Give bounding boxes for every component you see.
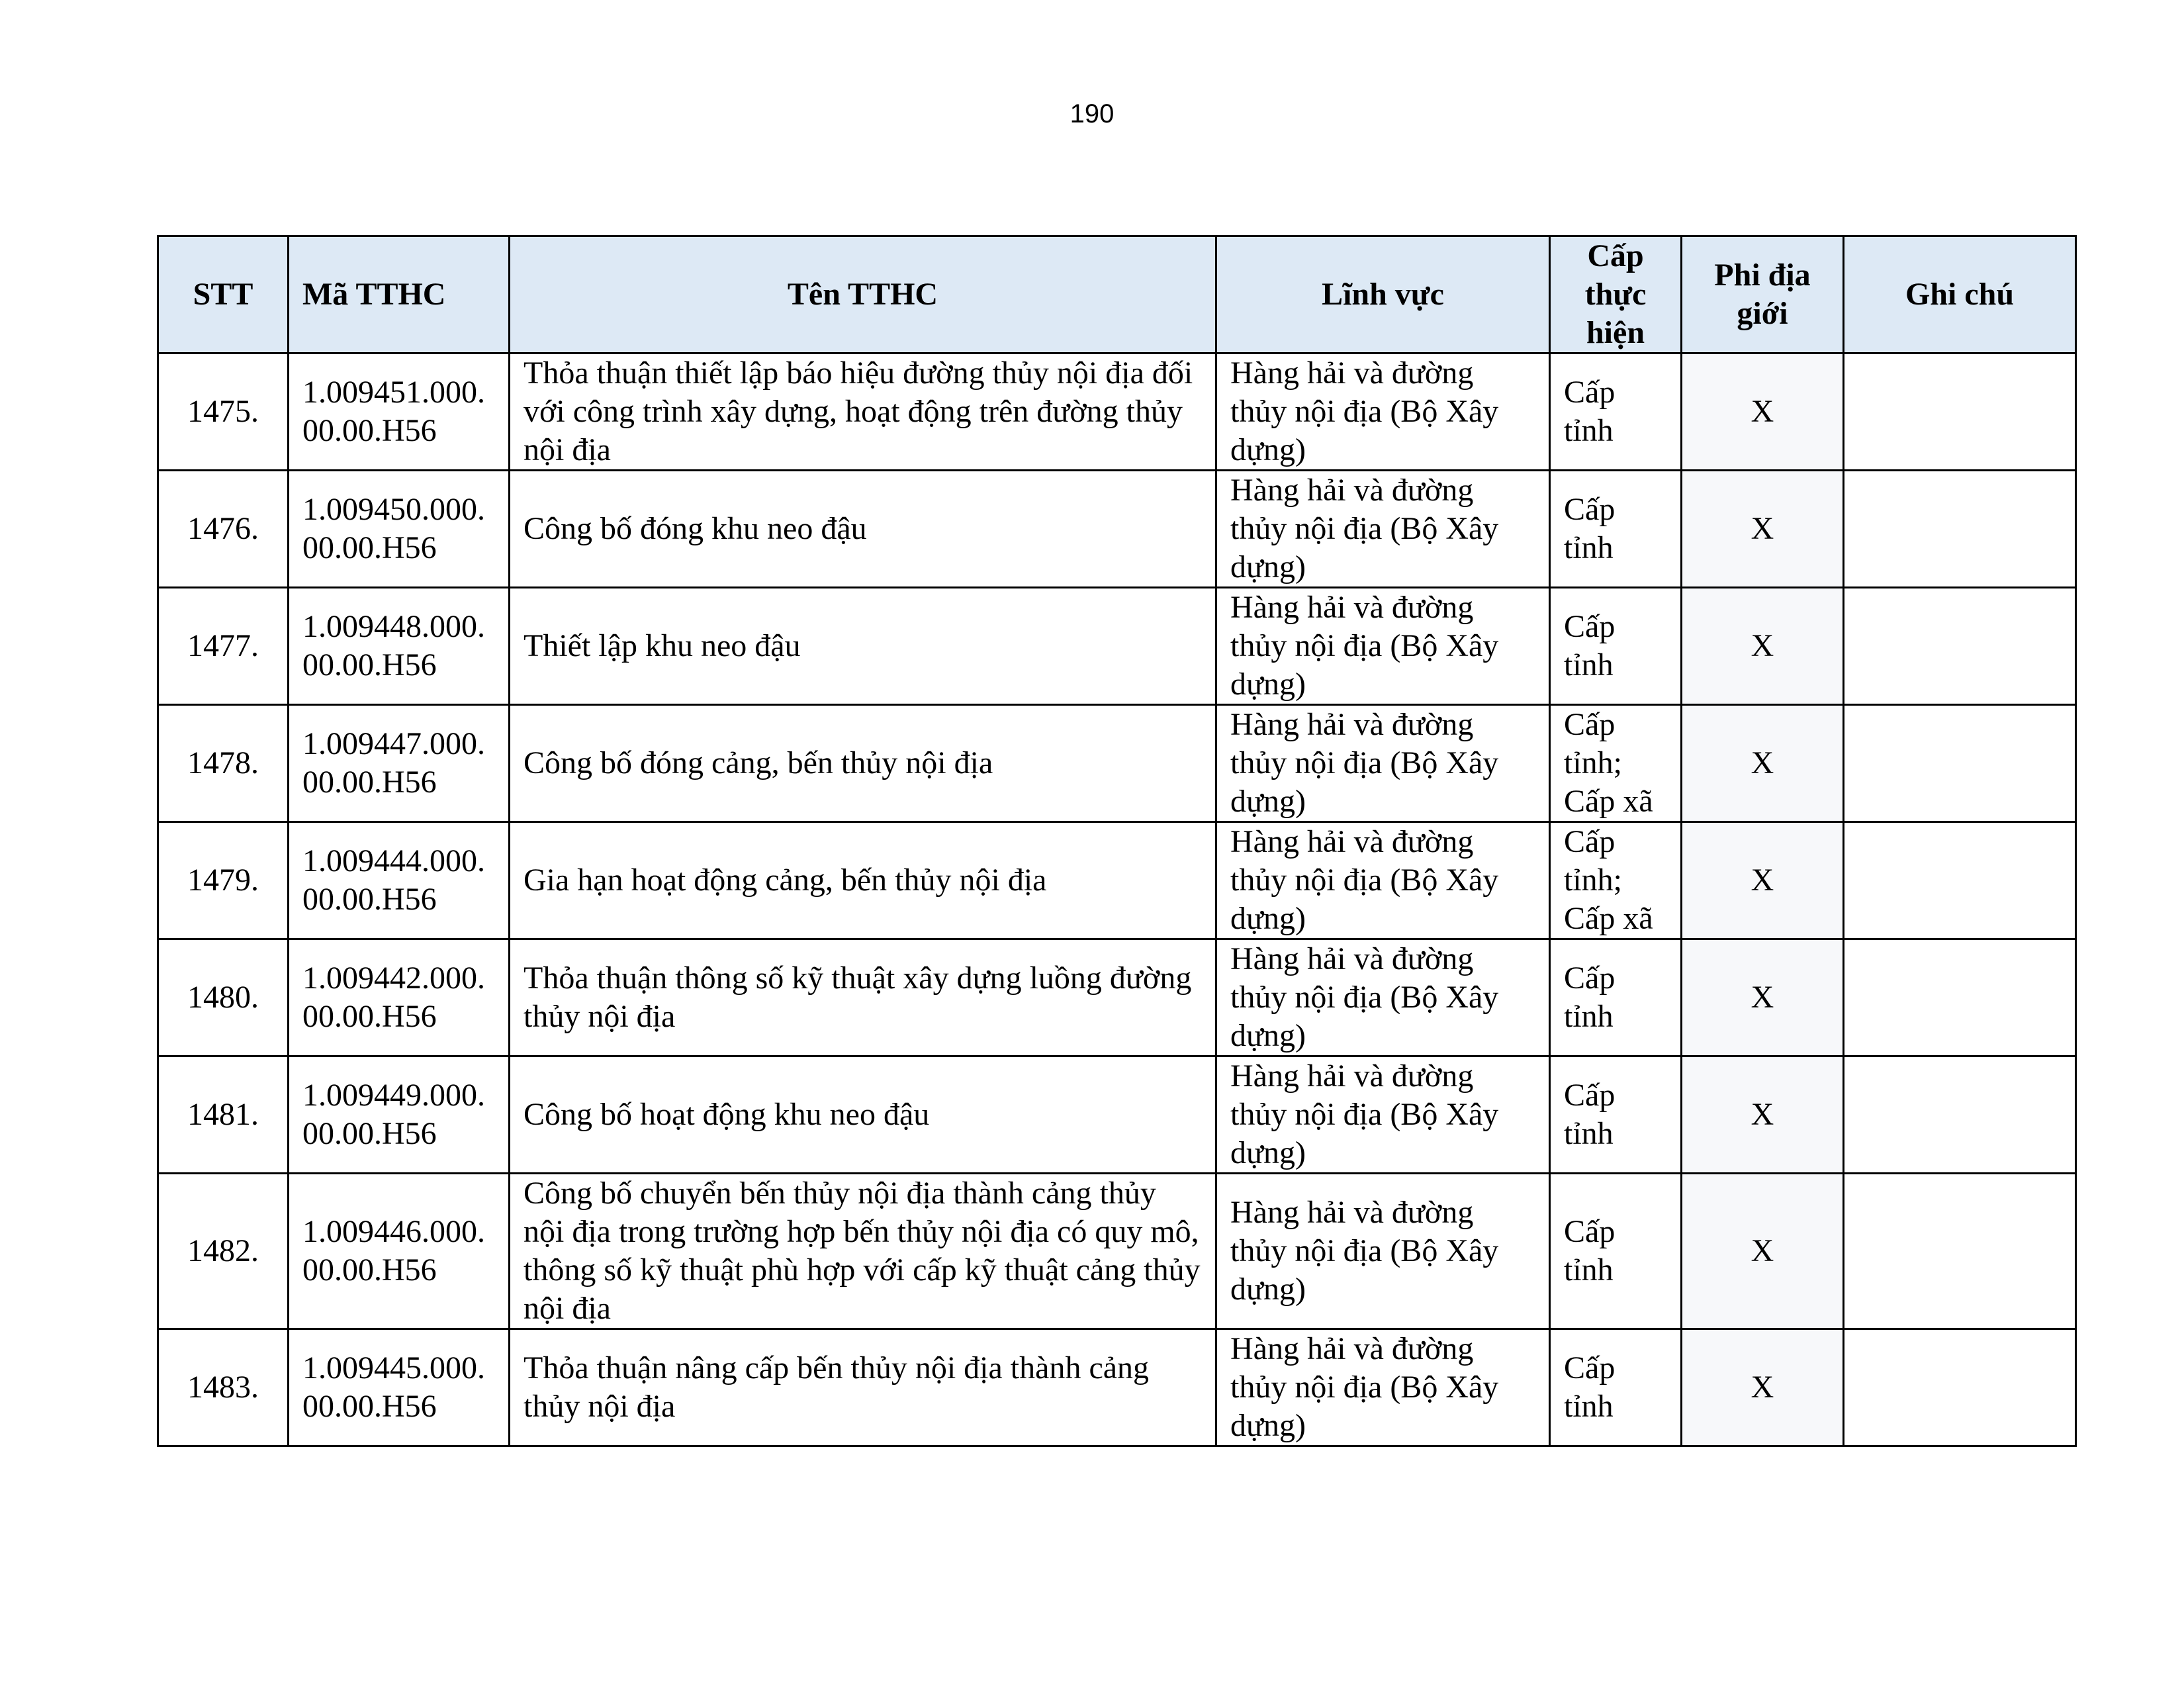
cell-stt: 1476. bbox=[158, 471, 289, 588]
header-ghi-chu: Ghi chú bbox=[1844, 236, 2076, 353]
cell-linh-vuc: Hàng hải và đường thủy nội địa (Bộ Xây dựng) bbox=[1216, 822, 1550, 939]
cell-cap-thuc-hien: Cấp tỉnh bbox=[1550, 588, 1682, 705]
cell-ten-tthc: Công bố chuyển bến thủy nội địa thành cảng thủy nội địa trong trường hợp bến thủy nội địa có quy mô, thông số kỹ thuật phù hợp với cấp kỹ thuật cảng thủy nội địa bbox=[510, 1174, 1216, 1329]
cell-ten-tthc: Công bố đóng cảng, bến thủy nội địa bbox=[510, 705, 1216, 822]
cell-ten-tthc: Công bố hoạt động khu neo đậu bbox=[510, 1056, 1216, 1174]
header-cap-thuc-hien: Cấp thực hiện bbox=[1550, 236, 1682, 353]
cell-cap-thuc-hien: Cấp tỉnh; Cấp xã bbox=[1550, 822, 1682, 939]
cell-ghi-chu bbox=[1844, 1056, 2076, 1174]
cell-phi-dia-gioi: X bbox=[1682, 822, 1844, 939]
cell-phi-dia-gioi: X bbox=[1682, 939, 1844, 1056]
table-row bbox=[158, 1329, 2076, 1446]
cell-stt: 1478. bbox=[158, 705, 289, 822]
table-row bbox=[158, 1056, 2076, 1174]
cell-ten-tthc: Thỏa thuận thiết lập báo hiệu đường thủy nội địa đối với công trình xây dựng, hoạt động trên đường thủy nội địa bbox=[510, 353, 1216, 471]
cell-linh-vuc: Hàng hải và đường thủy nội địa (Bộ Xây dựng) bbox=[1216, 353, 1550, 471]
cell-linh-vuc: Hàng hải và đường thủy nội địa (Bộ Xây dựng) bbox=[1216, 705, 1550, 822]
cell-phi-dia-gioi: X bbox=[1682, 1329, 1844, 1446]
cell-ghi-chu bbox=[1844, 822, 2076, 939]
cell-ma-tthc: 1.009442.000. 00.00.H56 bbox=[289, 939, 510, 1056]
cell-ma-tthc: 1.009449.000. 00.00.H56 bbox=[289, 1056, 510, 1174]
cell-ten-tthc: Gia hạn hoạt động cảng, bến thủy nội địa bbox=[510, 822, 1216, 939]
cell-cap-thuc-hien: Cấp tỉnh bbox=[1550, 353, 1682, 471]
cell-ghi-chu bbox=[1844, 1174, 2076, 1329]
cell-linh-vuc: Hàng hải và đường thủy nội địa (Bộ Xây dựng) bbox=[1216, 1056, 1550, 1174]
cell-ma-tthc: 1.009450.000. 00.00.H56 bbox=[289, 471, 510, 588]
cell-ghi-chu bbox=[1844, 939, 2076, 1056]
cell-stt: 1479. bbox=[158, 822, 289, 939]
cell-stt: 1475. bbox=[158, 353, 289, 471]
table-row bbox=[158, 1174, 2076, 1329]
cell-ma-tthc: 1.009446.000. 00.00.H56 bbox=[289, 1174, 510, 1329]
table-row bbox=[158, 939, 2076, 1056]
cell-linh-vuc: Hàng hải và đường thủy nội địa (Bộ Xây dựng) bbox=[1216, 588, 1550, 705]
cell-linh-vuc: Hàng hải và đường thủy nội địa (Bộ Xây dựng) bbox=[1216, 471, 1550, 588]
procedures-table bbox=[157, 235, 2077, 1447]
header-phi-dia-gioi: Phi địa giới bbox=[1682, 236, 1844, 353]
table-row bbox=[158, 822, 2076, 939]
cell-ghi-chu bbox=[1844, 705, 2076, 822]
cell-phi-dia-gioi: X bbox=[1682, 1056, 1844, 1174]
cell-cap-thuc-hien: Cấp tỉnh bbox=[1550, 939, 1682, 1056]
cell-linh-vuc: Hàng hải và đường thủy nội địa (Bộ Xây dựng) bbox=[1216, 1329, 1550, 1446]
header-ma-tthc: Mã TTHC bbox=[289, 236, 510, 353]
cell-stt: 1480. bbox=[158, 939, 289, 1056]
table-header-row bbox=[158, 236, 2076, 353]
cell-linh-vuc: Hàng hải và đường thủy nội địa (Bộ Xây dựng) bbox=[1216, 1174, 1550, 1329]
cell-ten-tthc: Thiết lập khu neo đậu bbox=[510, 588, 1216, 705]
cell-cap-thuc-hien: Cấp tỉnh bbox=[1550, 1174, 1682, 1329]
cell-cap-thuc-hien: Cấp tỉnh bbox=[1550, 1329, 1682, 1446]
cell-cap-thuc-hien: Cấp tỉnh bbox=[1550, 471, 1682, 588]
table-row bbox=[158, 471, 2076, 588]
table-row bbox=[158, 588, 2076, 705]
cell-ma-tthc: 1.009444.000. 00.00.H56 bbox=[289, 822, 510, 939]
cell-cap-thuc-hien: Cấp tỉnh bbox=[1550, 1056, 1682, 1174]
cell-stt: 1481. bbox=[158, 1056, 289, 1174]
cell-ghi-chu bbox=[1844, 353, 2076, 471]
table-row bbox=[158, 353, 2076, 471]
cell-phi-dia-gioi: X bbox=[1682, 353, 1844, 471]
cell-ma-tthc: 1.009447.000. 00.00.H56 bbox=[289, 705, 510, 822]
cell-ten-tthc: Thỏa thuận nâng cấp bến thủy nội địa thành cảng thủy nội địa bbox=[510, 1329, 1216, 1446]
cell-stt: 1477. bbox=[158, 588, 289, 705]
cell-linh-vuc: Hàng hải và đường thủy nội địa (Bộ Xây dựng) bbox=[1216, 939, 1550, 1056]
table-row bbox=[158, 705, 2076, 822]
cell-phi-dia-gioi: X bbox=[1682, 588, 1844, 705]
cell-ghi-chu bbox=[1844, 1329, 2076, 1446]
cell-ma-tthc: 1.009448.000. 00.00.H56 bbox=[289, 588, 510, 705]
page-number: 190 bbox=[1069, 99, 1115, 128]
header-stt: STT bbox=[158, 236, 289, 353]
cell-cap-thuc-hien: Cấp tỉnh; Cấp xã bbox=[1550, 705, 1682, 822]
cell-ten-tthc: Thỏa thuận thông số kỹ thuật xây dựng luồng đường thủy nội địa bbox=[510, 939, 1216, 1056]
cell-ghi-chu bbox=[1844, 471, 2076, 588]
cell-phi-dia-gioi: X bbox=[1682, 1174, 1844, 1329]
cell-ghi-chu bbox=[1844, 588, 2076, 705]
cell-ma-tthc: 1.009451.000. 00.00.H56 bbox=[289, 353, 510, 471]
header-linh-vuc: Lĩnh vực bbox=[1216, 236, 1550, 353]
header-ten-tthc: Tên TTHC bbox=[510, 236, 1216, 353]
cell-phi-dia-gioi: X bbox=[1682, 705, 1844, 822]
cell-stt: 1482. bbox=[158, 1174, 289, 1329]
cell-ma-tthc: 1.009445.000. 00.00.H56 bbox=[289, 1329, 510, 1446]
cell-stt: 1483. bbox=[158, 1329, 289, 1446]
cell-ten-tthc: Công bố đóng khu neo đậu bbox=[510, 471, 1216, 588]
cell-phi-dia-gioi: X bbox=[1682, 471, 1844, 588]
